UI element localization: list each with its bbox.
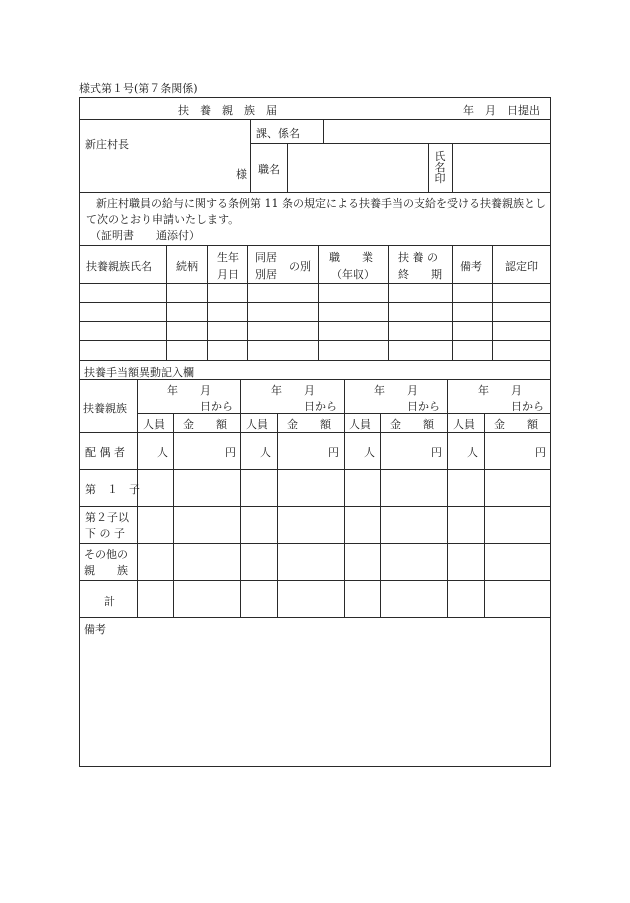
honorific: 様 [236,168,247,181]
period-from-1: 日から [200,400,233,413]
yen-unit-4: 円 [535,446,546,459]
rule [79,340,551,341]
row-other-1: その他の [84,548,128,561]
rule [79,245,551,246]
rule [79,119,551,120]
rule [428,143,429,192]
rule [452,245,453,360]
rule [207,245,208,360]
rule [173,413,174,617]
header-end-1: 扶 養 の [398,251,438,264]
header-cohab-1: 同居 [255,251,277,264]
remarks-field[interactable] [81,636,548,764]
rule [137,379,138,617]
header-remarks: 備考 [460,260,482,273]
rule [447,379,448,617]
persons-header-2: 人員 [246,418,268,431]
rule [250,119,251,192]
rule [79,469,551,470]
date-submitted: 年 月 日提出 [463,104,540,117]
rule [79,506,551,507]
person-unit-1: 人 [157,446,168,459]
header-relation: 続柄 [176,260,198,273]
header-birth-2: 月日 [217,268,239,281]
amount-header-3: 金 額 [390,418,434,431]
rule [250,143,551,144]
row-second-child-2: 下 の 子 [85,527,125,540]
period-from-4: 日から [511,400,544,413]
remarks-label: 備考 [84,623,106,636]
rule [79,302,551,303]
rule [79,360,551,361]
rule [79,543,551,544]
rule [79,192,551,193]
rule [484,413,485,617]
period-from-3: 日から [407,400,440,413]
person-unit-3: 人 [364,446,375,459]
period-from-2: 日から [304,400,337,413]
name-seal-label: 氏名印 [434,150,446,185]
form-caption: 様式第１号(第７条関係) [79,82,198,95]
rule [79,580,551,581]
amount-header-4: 金 額 [494,418,538,431]
row-second-child-1: 第２子以 [85,511,129,524]
period-ym-2: 年 月 [271,384,315,397]
rule [166,245,167,360]
row-first-child: 第 １ 子 [85,483,140,496]
header-end-2: 終 期 [398,268,442,281]
header-job-2: （年収） [331,268,375,281]
rule [240,379,241,617]
rule [79,432,551,433]
row-spouse: 配 偶 者 [85,446,125,459]
section-label: 課、係名 [256,127,300,140]
header-job-1: 職 業 [329,251,373,264]
form-title: 扶 養 親 族 届 [178,104,277,117]
name-field[interactable] [453,145,549,190]
person-unit-4: 人 [467,446,478,459]
rule [79,321,551,322]
amount-header-2: 金 額 [287,418,331,431]
person-unit-2: 人 [260,446,271,459]
rule [79,617,551,618]
row-other-2: 親 族 [84,564,128,577]
header-cohab-suffix: の別 [289,260,311,273]
period-ym-3: 年 月 [374,384,418,397]
body-paragraph: 新庄村職員の給与に関する条例第 11 条の規定による扶養手当の支給を受ける扶養親族として次のとおり申請いたします。 [86,197,546,226]
allowance-title: 扶養手当額異動記入欄 [84,366,194,379]
persons-header-3: 人員 [349,418,371,431]
persons-header-4: 人員 [453,418,475,431]
persons-header-1: 人員 [143,418,165,431]
attachment-note: （証明書 通添付） [90,229,200,242]
rule [492,245,493,360]
addressee: 新庄村長 [85,138,129,151]
section-field[interactable] [324,122,549,141]
period-ym-4: 年 月 [478,384,522,397]
period-ym-1: 年 月 [167,384,211,397]
position-field[interactable] [288,145,426,190]
yen-unit-3: 円 [431,446,442,459]
header-seal: 認定印 [505,260,538,273]
header-birth-1: 生年 [217,251,239,264]
header-cohab-2: 別居 [255,268,277,281]
rule [277,413,278,617]
application-text [86,196,548,244]
position-label: 職名 [258,163,280,176]
rule [318,245,319,360]
rule [388,245,389,360]
rule [247,245,248,360]
rule [344,379,345,617]
rule [380,413,381,617]
header-name: 扶養親族氏名 [86,260,152,273]
amount-header-1: 金 額 [183,418,227,431]
yen-unit-2: 円 [328,446,339,459]
row-total: 計 [104,595,115,608]
rule [79,283,551,284]
yen-unit-1: 円 [225,446,236,459]
family-label: 扶養親族 [83,402,127,415]
